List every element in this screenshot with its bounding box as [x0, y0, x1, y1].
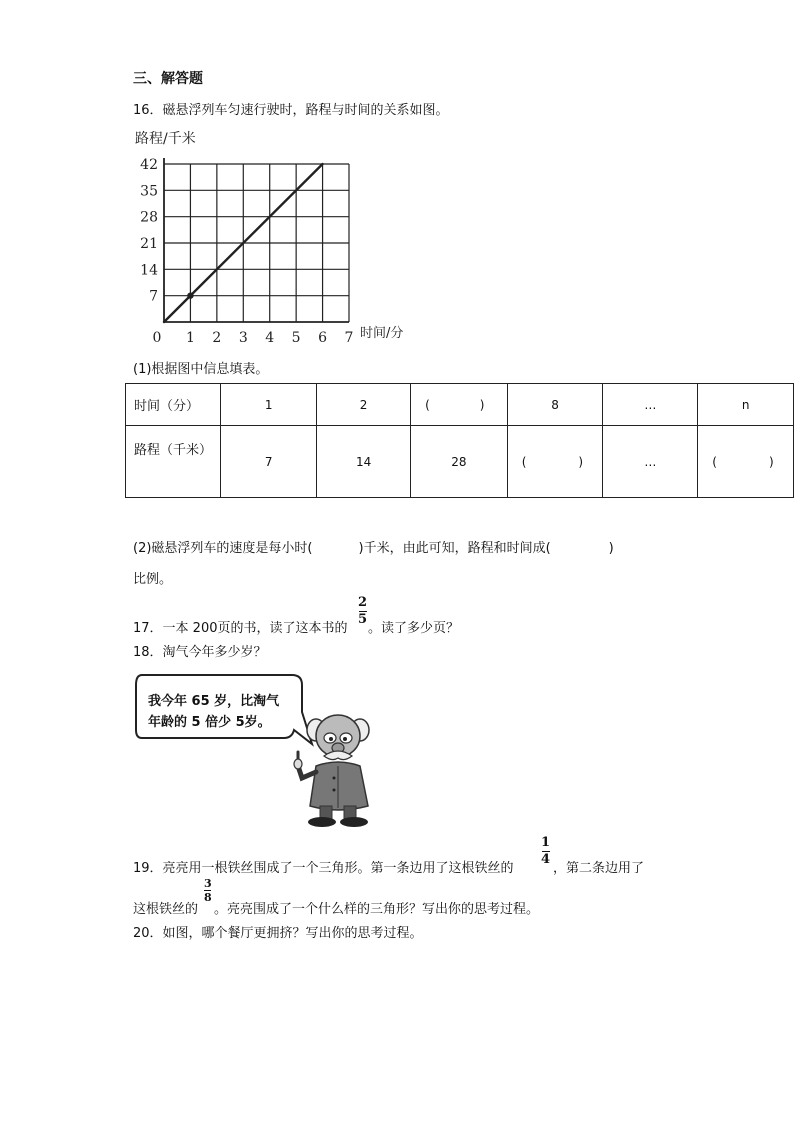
question-16-part2 [133, 537, 614, 556]
y-tick-label: 28 [140, 209, 158, 226]
question-16-part2-cont: 比例。 [133, 572, 173, 587]
fraction-denominator: 4 [541, 852, 551, 867]
y-axis-label: 路程/千米 [135, 131, 196, 147]
origin-label: 0 [152, 330, 162, 346]
fraction-three-eighths [204, 878, 212, 903]
question-17-text-b: 。读了多少页？ [368, 621, 460, 636]
question-19-text-c: 这根铁丝的 [133, 902, 199, 917]
fraction-two-fifths [358, 596, 367, 627]
close-paren: ) [578, 454, 584, 469]
y-tick-label: 14 [140, 262, 158, 279]
question-18-text: 18．淘气今年多少岁？ [133, 645, 267, 660]
part2-text-a: (2)磁悬浮列车的速度是每小时( [133, 541, 313, 556]
open-paren: ( [425, 397, 430, 412]
x-tick-label: 4 [265, 330, 275, 346]
question-16-part1: (1)根据图中信息填表。 [133, 362, 269, 377]
question-20-text: 20．如图，哪个餐厅更拥挤？写出你的思考过程。 [133, 926, 423, 941]
section-title: 三、解答题 [133, 71, 203, 87]
table-row-time [126, 384, 794, 426]
fraction-numerator: 3 [204, 877, 212, 890]
y-tick-label: 35 [140, 183, 158, 200]
distance-time-graph [128, 126, 428, 348]
fill-in-table [125, 383, 794, 498]
table-row-distance [126, 426, 794, 498]
x-tick-label: 7 [344, 330, 354, 346]
fraction-numerator: 2 [358, 595, 368, 610]
open-paren: ( [712, 454, 717, 469]
distance-cell-blank[interactable] [507, 426, 603, 498]
close-paren: ) [479, 397, 485, 412]
question-17-text-a: 17．一本 200页的书，读了这本书的 [133, 621, 348, 636]
y-tick-label: 7 [149, 288, 158, 305]
time-cell-2: 2 [317, 384, 411, 426]
distance-cell-ellipsis: … [603, 426, 698, 498]
x-tick-label: 2 [212, 330, 222, 346]
time-cell-8: 8 [507, 384, 603, 426]
distance-header: 路程（千米） [126, 426, 221, 498]
distance-cell-7: 7 [221, 426, 317, 498]
fraction-one-quarter [541, 836, 550, 867]
time-header: 时间（分） [126, 384, 221, 426]
question-19-text-a: 19．亮亮用一根铁丝围成了一个三角形。第一条边用了这根铁丝的 [133, 861, 514, 876]
y-tick-label: 42 [140, 157, 158, 173]
bubble-line-2: 年龄的 5 倍少 5岁。 [148, 715, 271, 730]
y-tick-label: 21 [140, 236, 158, 252]
part2-text-c: ) [608, 541, 614, 556]
question-19-text-b: ，第二条边用了 [553, 861, 645, 876]
x-tick-label: 6 [318, 330, 328, 346]
x-tick-label: 3 [238, 330, 248, 346]
marked-point [187, 292, 193, 298]
time-cell-ellipsis: … [603, 384, 698, 426]
part2-text-b: )千米，由此可知，路程和时间成( [358, 541, 551, 556]
x-tick-label: 1 [185, 330, 195, 346]
distance-cell-14: 14 [317, 426, 411, 498]
open-paren: ( [521, 454, 527, 469]
close-paren: ) [768, 454, 774, 469]
question-19-text-d: 。亮亮围成了一个什么样的三角形？写出你的思考过程。 [214, 902, 540, 917]
time-cell-blank[interactable] [411, 384, 508, 426]
grandpa-illustration [288, 708, 388, 830]
distance-cell-blank-n[interactable] [698, 426, 794, 498]
x-tick-label: 5 [291, 330, 301, 346]
time-cell-n: n [698, 384, 794, 426]
fraction-denominator: 5 [358, 612, 368, 627]
time-cell-1: 1 [221, 384, 317, 426]
x-axis-label: 时间/分 [360, 326, 404, 341]
question-16-text: 16．磁悬浮列车匀速行驶时，路程与时间的关系如图。 [133, 103, 449, 118]
bubble-line-1: 我今年 65 岁，比淘气 [148, 694, 280, 709]
fraction-numerator: 1 [541, 835, 551, 850]
distance-cell-28: 28 [411, 426, 508, 498]
fraction-denominator: 8 [204, 891, 212, 904]
